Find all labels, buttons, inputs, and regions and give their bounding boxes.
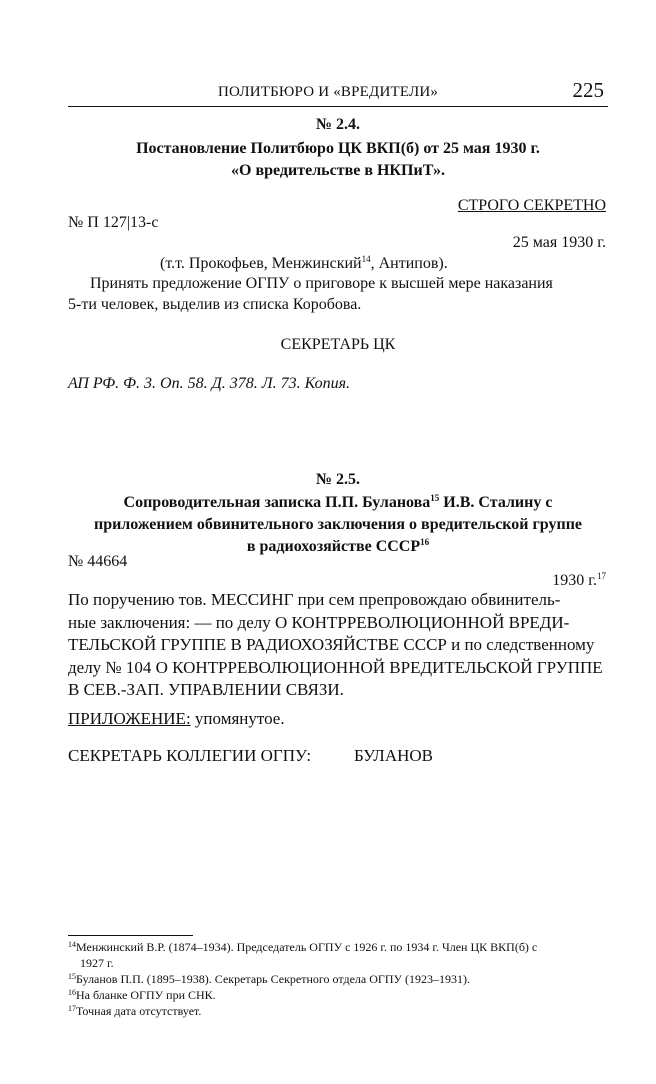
- doc1-title-line2: «О вредительстве в НКПиТ».: [231, 162, 445, 179]
- footnote-16-text: На бланке ОГПУ при СНК.: [76, 988, 216, 1002]
- doc1-attendees-post: , Антипов).: [370, 255, 448, 272]
- doc2-title-line1-pre: Сопроводительная записка П.П. Буланова: [123, 494, 431, 511]
- doc2-body-line4: делу № 104 О КОНТРРЕВОЛЮЦИОННОЙ ВРЕДИТЕЛЬСКОЙ ГРУППЕ: [68, 657, 603, 677]
- doc1-archive-ref: АП РФ. Ф. 3. Оп. 58. Д. 378. Л. 73. Копия.: [68, 375, 351, 392]
- doc1-date: 25 мая 1930 г.: [512, 234, 606, 251]
- footnote-ref-15: 15: [430, 493, 440, 503]
- footnote-14-text: Менжинский В.Р. (1874–1934). Председатель ОГПУ с 1926 г. по 1934 г. Член ЦК ВКП(б) с: [76, 940, 538, 954]
- doc2-body-line1: По поручению тов. МЕССИНГ при сем препровождаю обвинитель-: [68, 590, 561, 609]
- footnote-16: [68, 988, 618, 1004]
- doc2-number: № 2.5.: [315, 471, 361, 488]
- doc2-title-line2: приложением обвинительного заключения о вредительской группе: [93, 516, 583, 533]
- footnote-15-text: Буланов П.П. (1895–1938). Секретарь Секретного отдела ОГПУ (1923–1931).: [76, 972, 470, 986]
- footnote-17-num: 17: [68, 1004, 76, 1013]
- doc1-reg-number: № П 127|13-с: [68, 214, 159, 231]
- footnote-ref-16: 16: [420, 537, 430, 547]
- doc1-classification: СТРОГО СЕКРЕТНО: [457, 197, 606, 214]
- doc2-body-line2: ные заключения: — по делу О КОНТРРЕВОЛЮЦИОННОЙ ВРЕДИ-: [68, 612, 570, 632]
- doc2-body: [68, 589, 608, 702]
- doc1-attendees-pre: (т.т. Прокофьев, Менжинский: [160, 255, 362, 272]
- footnote-divider: [68, 935, 193, 936]
- doc1-body-line2: 5-ти человек, выделив из списка Коробова.: [68, 296, 362, 313]
- running-title: ПОЛИТБЮРО И «ВРЕДИТЕЛИ»: [218, 84, 439, 100]
- doc2-signature-name: БУЛАНОВ: [354, 746, 433, 765]
- doc2-title-line3: [68, 536, 608, 558]
- footnote-16-num: 16: [68, 988, 76, 997]
- doc2-attachment-label: ПРИЛОЖЕНИЕ:: [68, 709, 191, 728]
- doc2-title-line1-post: И.В. Сталину с: [439, 494, 553, 511]
- doc2-date: [552, 572, 606, 590]
- doc1-body-line1: Принять предложение ОГПУ о приговоре к высшей мере наказания: [90, 275, 553, 292]
- doc2-body-line5: В СЕВ.-ЗАП. УПРАВЛЕНИИ СВЯЗИ.: [68, 680, 344, 699]
- footnote-ref-14: 14: [361, 254, 371, 264]
- footnote-14-text-cont: 1927 г.: [80, 955, 114, 970]
- doc1-signature: СЕКРЕТАРЬ ЦК: [280, 336, 396, 353]
- doc1-attendees: [160, 255, 448, 273]
- footnote-15: [68, 972, 618, 988]
- footnote-15-num: 15: [68, 972, 76, 981]
- footnote-14: [68, 940, 618, 971]
- doc1-title-line1: Постановление Политбюро ЦК ВКП(б) от 25 мая 1930 г.: [136, 140, 540, 157]
- doc2-attachment-text: упомянутое.: [190, 709, 285, 728]
- doc2-attachment: [68, 709, 285, 729]
- doc2-date-text: 1930 г.: [552, 572, 597, 589]
- doc2-title-line3-pre: в радиохозяйстве СССР: [246, 538, 421, 555]
- running-header: [68, 78, 608, 107]
- footnote-14-num: 14: [68, 940, 76, 949]
- footnote-17-text: Точная дата отсутствует.: [76, 1004, 202, 1018]
- doc2-body-line3: ТЕЛЬСКОЙ ГРУППЕ В РАДИОХОЗЯЙСТВЕ СССР и по следственному: [68, 635, 595, 654]
- doc2-reg-number: № 44664: [68, 553, 128, 570]
- doc1-number: № 2.4.: [315, 116, 361, 133]
- doc2-title-line1: [68, 492, 608, 514]
- doc2-signature-title: СЕКРЕТАРЬ КОЛЛЕГИИ ОГПУ:: [68, 746, 312, 765]
- footnote-ref-17: 17: [597, 571, 606, 581]
- page-number: 225: [572, 78, 604, 102]
- footnote-17: [68, 1004, 618, 1020]
